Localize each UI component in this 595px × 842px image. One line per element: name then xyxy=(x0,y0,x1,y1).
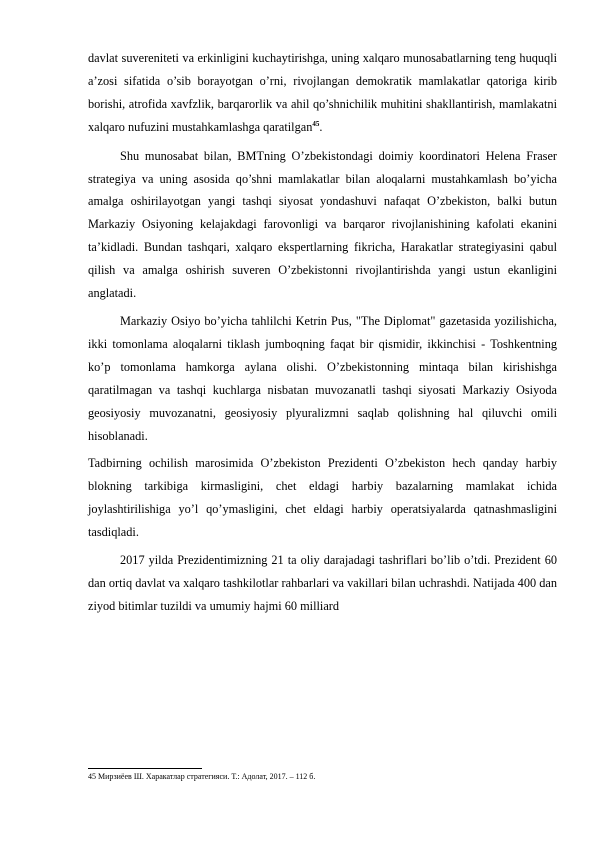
paragraph-4: Tadbirning ochilish marosimida O’zbekiston Prezidenti O’zbekiston hech qanday harbiy blokning tarkibiga kirmasligini, chet eldagi harbiy bazalarning mamlakat ichida joylashtirilishiga yo’l qo’ymasligini, chet eldagi harbiy operatsiyalarda qatnashmasligini tasdiqladi. xyxy=(88,456,557,540)
footnote-reference[interactable]: 45 xyxy=(312,119,320,128)
document-page xyxy=(88,47,557,618)
footnote-divider xyxy=(88,768,202,769)
footnote: 45 Мирзиёев Ш. Харакатлар стратегияси. Т.: Адолат, 2017. – 112 б. xyxy=(88,772,316,781)
paragraph-3: Markaziy Osiyo bo’yicha tahlilchi Ketrin Pus, "The Diplomat" gazetasida yozilishicha, ikki tomonlama aloqalarni tiklash jumboqning faqat bir qismidir, ikkinchisi - Toshkentning ko’p tomonlama hamkorga aylana olishi. O’zbekistonning mintaqa bilan kirishishga qaratilmagan va tashqi kuchlarga nisbatan muvozanatli tashqi siyosati Markaziy Osiyoda geosiyosiy muvozanatni, geosiyosiy plyuralizmni saqlab qolishning hal qiluvchi omili hisoblanadi. xyxy=(88,313,557,443)
paragraph-1-text: davlat suvereniteti va erkinligini kuchaytirishga, uning xalqaro munosabatlarning teng huquqli a’zosi sifatida o’sib borayotgan o’rni, rivojlangan demokratik mamlakatlar qatoriga kirib borishi, atrofida xavfzlik, barqarorlik va ahil qo’shnichilik muhitini shakllantirish, mamlakatni xalqaro nufuzini mustahkamlashga qaratilgan xyxy=(88,51,557,134)
paragraph-2: Shu munosabat bilan, BMTning O’zbekistondagi doimiy koordinatori Helena Fraser strategiya va uning asosida qo’shni mamlakatlar bilan aloqalarni mustahkamlash bo’yicha amalga oshirilayotgan yangi tashqi siyosat yondashuvi nafaqat O’zbekiston, balki butun Markaziy Osiyoning kelajakdagi farovonligi va barqaror rivojlanishining kafolati ekanini ta’kidladi. Bundan tashqari, xalqaro ekspertlarning fikricha, Harakatlar strategiyasini qabul qilish va amalga oshirish suveren O’zbekistonni rivojlantirishda yangi ustun ekanligini anglatadi. xyxy=(88,148,557,301)
paragraph-1 xyxy=(88,47,557,139)
paragraph-5: 2017 yilda Prezidentimizning 21 ta oliy darajadagi tashriflari bo’lib o’tdi. Prezident 60 dan ortiq davlat va xalqaro tashkilotlar rahbarlari va vakillari bilan uchrashdi. Natijada 400 dan ziyod bitimlar tuzildi va umumiy hajmi 60 milliard xyxy=(88,553,557,613)
paragraph-1-period: . xyxy=(319,119,323,134)
